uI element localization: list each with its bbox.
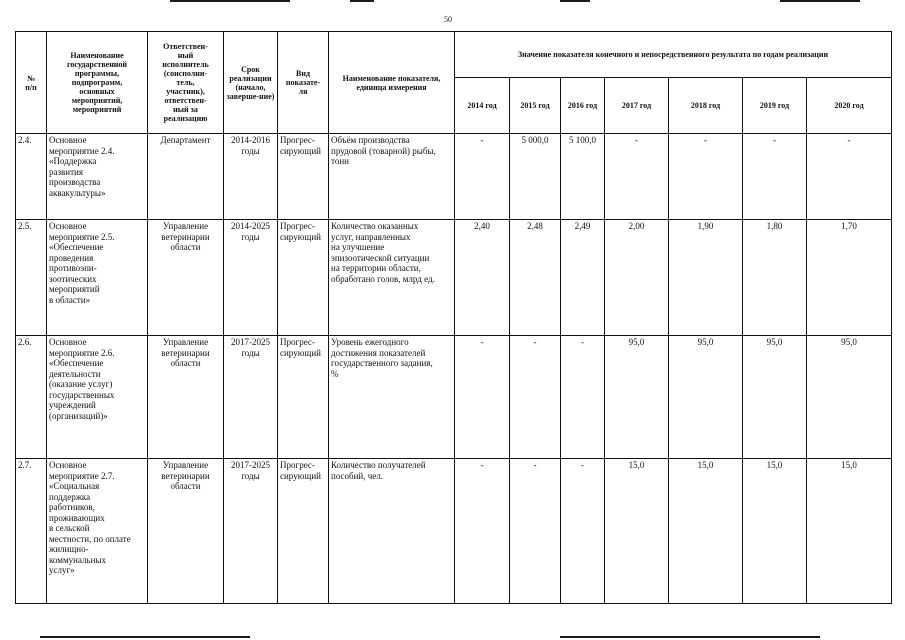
scan-edge-bottom-left [40,636,250,638]
header-type: Вид показате- ля [278,32,329,134]
year-value-cell: - [807,134,892,220]
year-value-cell: 2,49 [561,220,605,336]
header-name: Наименование государственной программы, подпрограмм, основных мероприятий, мероприятий [47,32,148,134]
year-value-cell: 1,70 [807,220,892,336]
term-cell: 2017-2025 годы [224,459,278,604]
header-year: 2014 год [455,78,510,134]
executor-cell: Управление ветеринарии области [148,336,224,459]
executor-cell: Управление ветеринарии области [148,459,224,604]
term-cell: 2017-2025 годы [224,336,278,459]
header-year: 2020 год [807,78,892,134]
year-value-cell: 95,0 [743,336,807,459]
header-indicator: Наименование показателя, единица измерения [329,32,455,134]
header-year: 2015 год [510,78,561,134]
year-value-cell: - [561,459,605,604]
header-year: 2017 год [605,78,669,134]
indicator-name-cell: Количество получателей пособий, чел. [329,459,455,604]
scan-edge-top-right [560,0,590,2]
indicator-type-cell: Прогрес- сирующий [278,336,329,459]
activity-name-cell: Основное мероприятие 2.5. «Обеспечение проведения противоэпи- зоотических мероприятий в области» [47,220,148,336]
table-row [16,134,892,220]
year-value-cell: 5 000,0 [510,134,561,220]
year-value-cell: - [743,134,807,220]
year-value-cell: - [455,134,510,220]
table-row [16,220,892,336]
year-value-cell: 15,0 [605,459,669,604]
term-cell: 2014-2025 годы [224,220,278,336]
indicator-type-cell: Прогрес- сирующий [278,134,329,220]
year-value-cell: 95,0 [669,336,743,459]
indicator-type-cell: Прогрес- сирующий [278,220,329,336]
row-number-cell: 2.4. [16,134,47,220]
executor-cell: Департамент [148,134,224,220]
header-year: 2016 год [561,78,605,134]
year-value-cell: 15,0 [807,459,892,604]
header-executor: Ответствен- ный исполнитель (соисполни- тель, участник), ответствен- ный за реализацию [148,32,224,134]
results-table [15,31,892,604]
scan-edge-top-left [170,0,290,2]
header-year: 2018 год [669,78,743,134]
activity-name-cell: Основное мероприятие 2.7. «Социальная поддержка работников, проживающих в сельской местности, по оплате жилищно- коммунальных услуг» [47,459,148,604]
indicator-name-cell: Уровень ежегодного достижения показателей государственного задания, % [329,336,455,459]
year-value-cell: 1,80 [743,220,807,336]
activity-name-cell: Основное мероприятие 2.4. «Поддержка развития производства аквакультуры» [47,134,148,220]
year-value-cell: - [605,134,669,220]
year-value-cell: - [669,134,743,220]
table-row [16,336,892,459]
year-value-cell: 1,90 [669,220,743,336]
header-term: Срок реализации (начало, заверше-ние) [224,32,278,134]
year-value-cell: - [510,336,561,459]
indicator-name-cell: Количество оказанных услуг, направленных на улучшение эпизоотической ситуации на территории области, обработано голов, млрд ед. [329,220,455,336]
row-number-cell: 2.5. [16,220,47,336]
scan-edge-top-far [780,0,860,2]
header-results: Значение показателя конечного и непосредственного результата по годам реализации [455,32,892,78]
activity-name-cell: Основное мероприятие 2.6. «Обеспечение деятельности (оказание услуг) государственных учреждений (организаций)» [47,336,148,459]
year-value-cell: 2,00 [605,220,669,336]
year-value-cell: 15,0 [669,459,743,604]
year-value-cell: 5 100,0 [561,134,605,220]
year-value-cell: 95,0 [807,336,892,459]
table-row [16,459,892,604]
executor-cell: Управление ветеринарии области [148,220,224,336]
year-value-cell: - [561,336,605,459]
scan-edge-bottom-right [560,636,820,638]
year-value-cell: 95,0 [605,336,669,459]
header-year: 2019 год [743,78,807,134]
year-value-cell: - [455,459,510,604]
header-num: № п/п [16,32,47,134]
year-value-cell: 15,0 [743,459,807,604]
year-value-cell: 2,40 [455,220,510,336]
indicator-name-cell: Объём производства прудовой (товарной) рыбы, тонн [329,134,455,220]
scan-edge-top-mid [350,0,374,2]
year-value-cell: 2,48 [510,220,561,336]
term-cell: 2014-2016 годы [224,134,278,220]
indicator-type-cell: Прогрес- сирующий [278,459,329,604]
row-number-cell: 2.6. [16,336,47,459]
page-number: 50 [444,15,452,24]
row-number-cell: 2.7. [16,459,47,604]
year-value-cell: - [455,336,510,459]
year-value-cell: - [510,459,561,604]
